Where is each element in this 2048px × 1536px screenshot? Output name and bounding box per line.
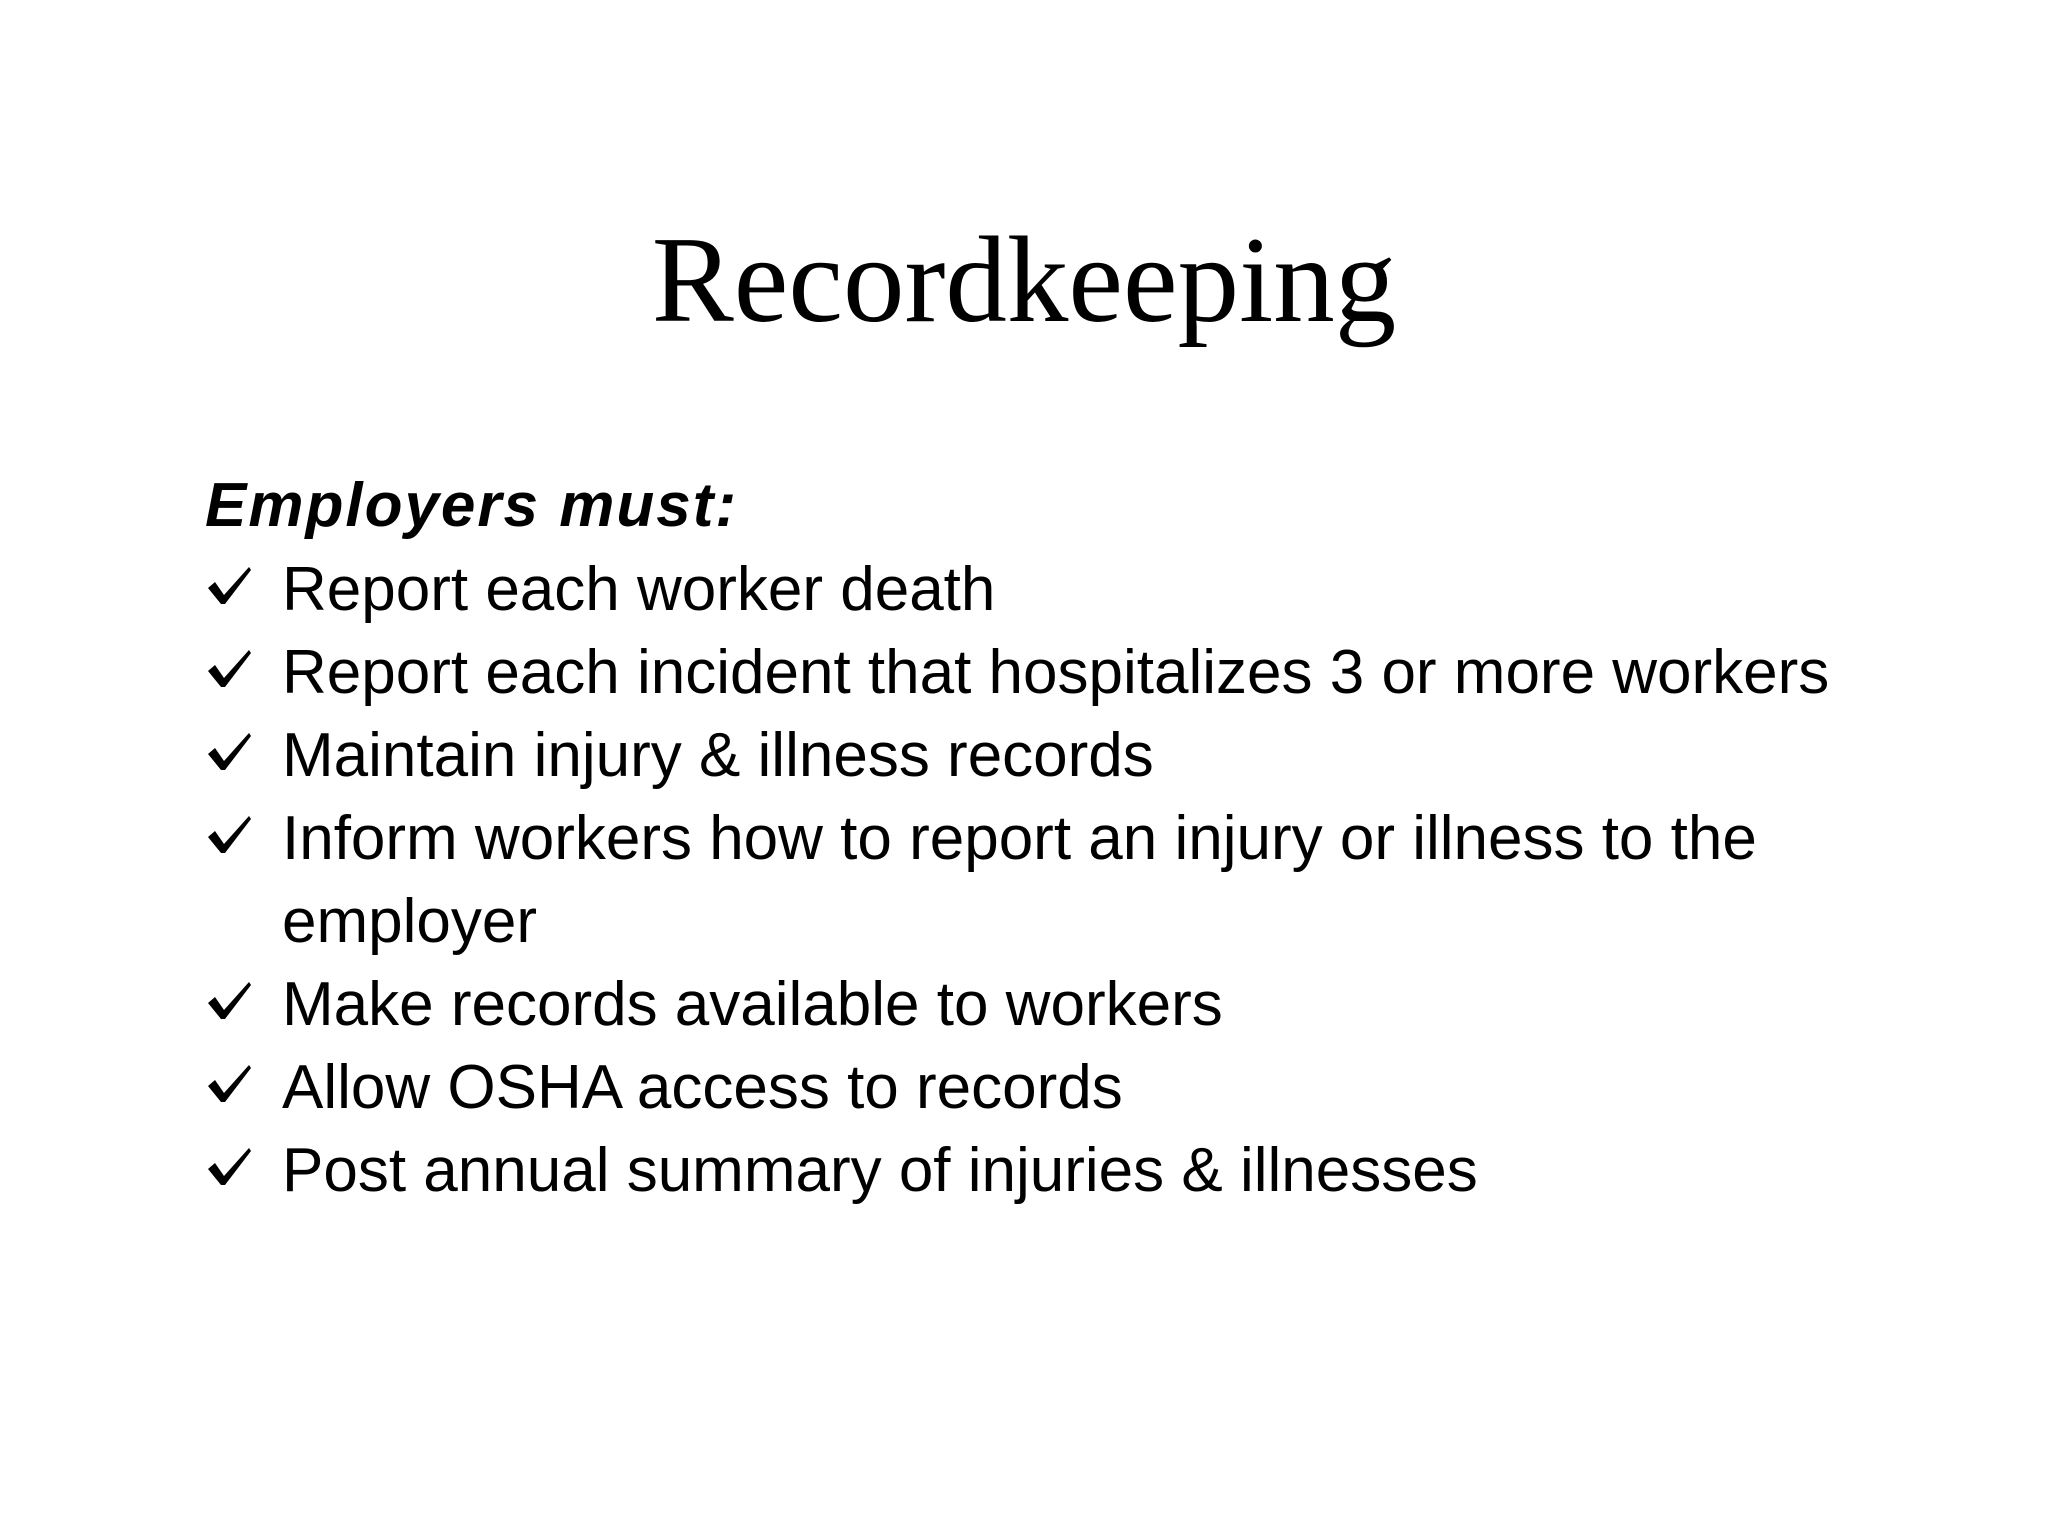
checkmark-icon	[205, 730, 253, 774]
list-item-text: Post annual summary of injuries & illnesses	[282, 1136, 1478, 1205]
checkmark-icon	[205, 1062, 253, 1106]
list-item	[205, 797, 1845, 963]
list-item	[205, 1129, 1845, 1212]
list-item-text: Report each worker death	[282, 555, 996, 624]
list-item	[205, 1046, 1845, 1129]
checkmark-icon	[205, 813, 253, 857]
checklist	[205, 548, 1845, 1212]
slide-title: Recordkeeping	[651, 211, 1397, 348]
checkmark-icon	[205, 979, 253, 1023]
list-item-text: Report each incident that hospitalizes 3 or more workers	[282, 638, 1830, 707]
list-item	[205, 963, 1845, 1046]
slide-content	[205, 464, 1845, 1212]
list-item	[205, 714, 1845, 797]
checkmark-icon	[205, 564, 253, 608]
list-item-text: Maintain injury & illness records	[282, 721, 1154, 790]
checkmark-icon	[205, 1145, 253, 1189]
list-item-text: Make records available to workers	[282, 970, 1223, 1039]
list-item	[205, 548, 1845, 631]
lead-text: Employers must:	[205, 471, 739, 540]
list-item-text: Inform workers how to report an injury or illness to the employer	[282, 804, 1757, 956]
list-item	[205, 631, 1845, 714]
list-item-text: Allow OSHA access to records	[282, 1053, 1123, 1122]
checkmark-icon	[205, 647, 253, 691]
